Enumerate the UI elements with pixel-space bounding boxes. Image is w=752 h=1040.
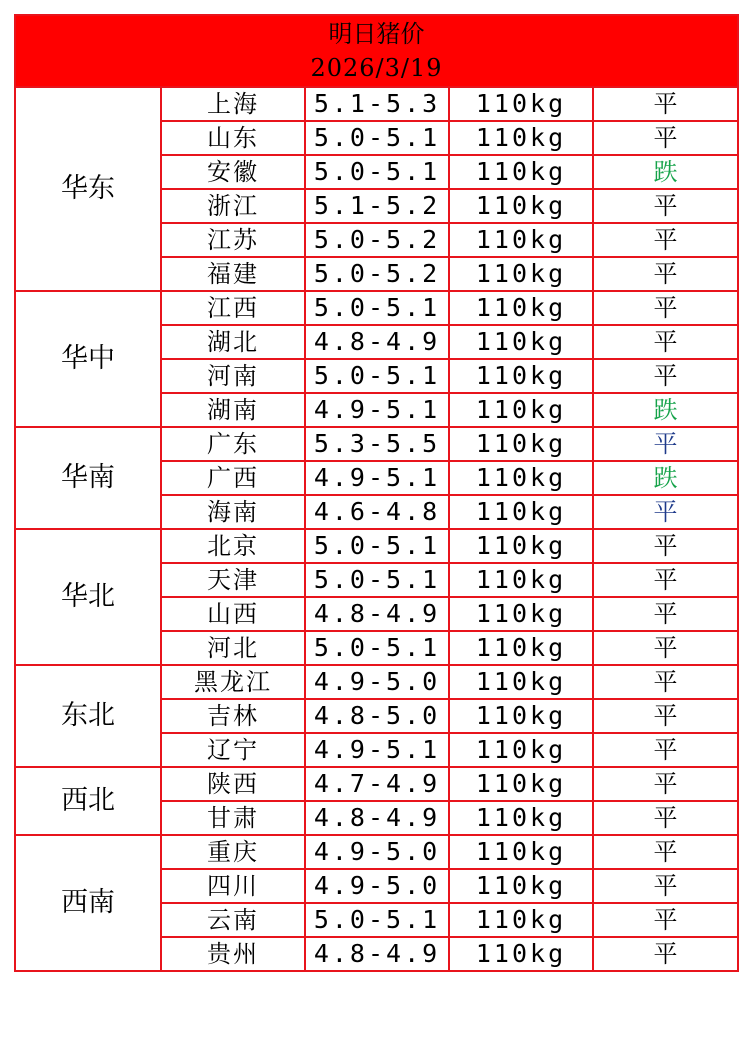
weight-cell: 110kg xyxy=(449,87,593,121)
price-cell: 4.9-5.0 xyxy=(305,665,449,699)
trend-cell: 平 xyxy=(593,359,738,393)
table-body xyxy=(15,15,738,971)
weight-cell: 110kg xyxy=(449,733,593,767)
price-cell: 5.0-5.1 xyxy=(305,359,449,393)
weight-cell: 110kg xyxy=(449,189,593,223)
city-cell: 江西 xyxy=(161,291,305,325)
trend-cell: 平 xyxy=(593,767,738,801)
weight-cell: 110kg xyxy=(449,291,593,325)
city-cell: 湖南 xyxy=(161,393,305,427)
price-cell: 5.0-5.1 xyxy=(305,631,449,665)
trend-cell: 平 xyxy=(593,597,738,631)
region-cell: 华北 xyxy=(15,529,161,665)
city-cell: 陕西 xyxy=(161,767,305,801)
price-cell: 5.0-5.1 xyxy=(305,529,449,563)
region-cell: 西南 xyxy=(15,835,161,971)
trend-cell: 跌 xyxy=(593,155,738,189)
trend-cell: 平 xyxy=(593,87,738,121)
weight-cell: 110kg xyxy=(449,427,593,461)
price-cell: 5.3-5.5 xyxy=(305,427,449,461)
trend-cell: 平 xyxy=(593,733,738,767)
region-cell: 东北 xyxy=(15,665,161,767)
weight-cell: 110kg xyxy=(449,359,593,393)
trend-cell: 平 xyxy=(593,903,738,937)
trend-cell: 平 xyxy=(593,257,738,291)
city-cell: 甘肃 xyxy=(161,801,305,835)
weight-cell: 110kg xyxy=(449,767,593,801)
trend-cell: 平 xyxy=(593,495,738,529)
price-cell: 4.9-5.1 xyxy=(305,733,449,767)
price-cell: 5.0-5.1 xyxy=(305,291,449,325)
price-cell: 4.8-4.9 xyxy=(305,937,449,971)
trend-cell: 平 xyxy=(593,869,738,903)
price-cell: 4.9-5.1 xyxy=(305,461,449,495)
table-row xyxy=(15,529,738,563)
price-cell: 5.1-5.2 xyxy=(305,189,449,223)
trend-cell: 平 xyxy=(593,665,738,699)
header-row xyxy=(15,15,738,87)
weight-cell: 110kg xyxy=(449,631,593,665)
price-cell: 5.0-5.1 xyxy=(305,121,449,155)
weight-cell: 110kg xyxy=(449,155,593,189)
price-cell: 5.1-5.3 xyxy=(305,87,449,121)
weight-cell: 110kg xyxy=(449,325,593,359)
price-cell: 5.0-5.1 xyxy=(305,155,449,189)
trend-cell: 平 xyxy=(593,835,738,869)
city-cell: 黑龙江 xyxy=(161,665,305,699)
city-cell: 辽宁 xyxy=(161,733,305,767)
trend-cell: 跌 xyxy=(593,461,738,495)
city-cell: 河南 xyxy=(161,359,305,393)
pig-price-table xyxy=(14,14,739,972)
weight-cell: 110kg xyxy=(449,223,593,257)
price-cell: 5.0-5.2 xyxy=(305,257,449,291)
weight-cell: 110kg xyxy=(449,835,593,869)
price-cell: 4.8-5.0 xyxy=(305,699,449,733)
city-cell: 北京 xyxy=(161,529,305,563)
city-cell: 河北 xyxy=(161,631,305,665)
city-cell: 贵州 xyxy=(161,937,305,971)
trend-cell: 平 xyxy=(593,699,738,733)
weight-cell: 110kg xyxy=(449,121,593,155)
weight-cell: 110kg xyxy=(449,257,593,291)
table-row xyxy=(15,87,738,121)
trend-cell: 平 xyxy=(593,189,738,223)
weight-cell: 110kg xyxy=(449,665,593,699)
city-cell: 海南 xyxy=(161,495,305,529)
trend-cell: 平 xyxy=(593,937,738,971)
price-date: 2026/3/19 xyxy=(310,54,443,82)
table-row xyxy=(15,767,738,801)
region-cell: 华东 xyxy=(15,87,161,291)
trend-cell: 平 xyxy=(593,563,738,597)
region-cell: 华中 xyxy=(15,291,161,427)
city-cell: 山东 xyxy=(161,121,305,155)
price-cell: 4.9-5.0 xyxy=(305,835,449,869)
trend-cell: 平 xyxy=(593,801,738,835)
city-cell: 天津 xyxy=(161,563,305,597)
weight-cell: 110kg xyxy=(449,529,593,563)
page-title: 明日猪价 xyxy=(328,20,425,48)
weight-cell: 110kg xyxy=(449,869,593,903)
price-cell: 4.9-5.1 xyxy=(305,393,449,427)
city-cell: 山西 xyxy=(161,597,305,631)
city-cell: 广东 xyxy=(161,427,305,461)
weight-cell: 110kg xyxy=(449,563,593,597)
price-cell: 5.0-5.2 xyxy=(305,223,449,257)
city-cell: 安徽 xyxy=(161,155,305,189)
region-cell: 华南 xyxy=(15,427,161,529)
header-cell xyxy=(15,15,738,87)
price-cell: 4.8-4.9 xyxy=(305,801,449,835)
weight-cell: 110kg xyxy=(449,903,593,937)
price-cell: 4.6-4.8 xyxy=(305,495,449,529)
weight-cell: 110kg xyxy=(449,495,593,529)
city-cell: 江苏 xyxy=(161,223,305,257)
weight-cell: 110kg xyxy=(449,597,593,631)
trend-cell: 平 xyxy=(593,325,738,359)
city-cell: 四川 xyxy=(161,869,305,903)
trend-cell: 平 xyxy=(593,121,738,155)
price-cell: 4.7-4.9 xyxy=(305,767,449,801)
city-cell: 福建 xyxy=(161,257,305,291)
price-cell: 5.0-5.1 xyxy=(305,563,449,597)
city-cell: 广西 xyxy=(161,461,305,495)
trend-cell: 平 xyxy=(593,529,738,563)
weight-cell: 110kg xyxy=(449,393,593,427)
trend-cell: 平 xyxy=(593,427,738,461)
weight-cell: 110kg xyxy=(449,937,593,971)
table-row xyxy=(15,427,738,461)
table-row xyxy=(15,835,738,869)
table-row xyxy=(15,291,738,325)
table-row xyxy=(15,665,738,699)
weight-cell: 110kg xyxy=(449,801,593,835)
city-cell: 湖北 xyxy=(161,325,305,359)
trend-cell: 平 xyxy=(593,291,738,325)
price-cell: 5.0-5.1 xyxy=(305,903,449,937)
city-cell: 上海 xyxy=(161,87,305,121)
city-cell: 重庆 xyxy=(161,835,305,869)
trend-cell: 平 xyxy=(593,223,738,257)
region-cell: 西北 xyxy=(15,767,161,835)
city-cell: 浙江 xyxy=(161,189,305,223)
price-cell: 4.8-4.9 xyxy=(305,325,449,359)
weight-cell: 110kg xyxy=(449,699,593,733)
weight-cell: 110kg xyxy=(449,461,593,495)
trend-cell: 跌 xyxy=(593,393,738,427)
city-cell: 云南 xyxy=(161,903,305,937)
trend-cell: 平 xyxy=(593,631,738,665)
price-cell: 4.8-4.9 xyxy=(305,597,449,631)
city-cell: 吉林 xyxy=(161,699,305,733)
price-cell: 4.9-5.0 xyxy=(305,869,449,903)
